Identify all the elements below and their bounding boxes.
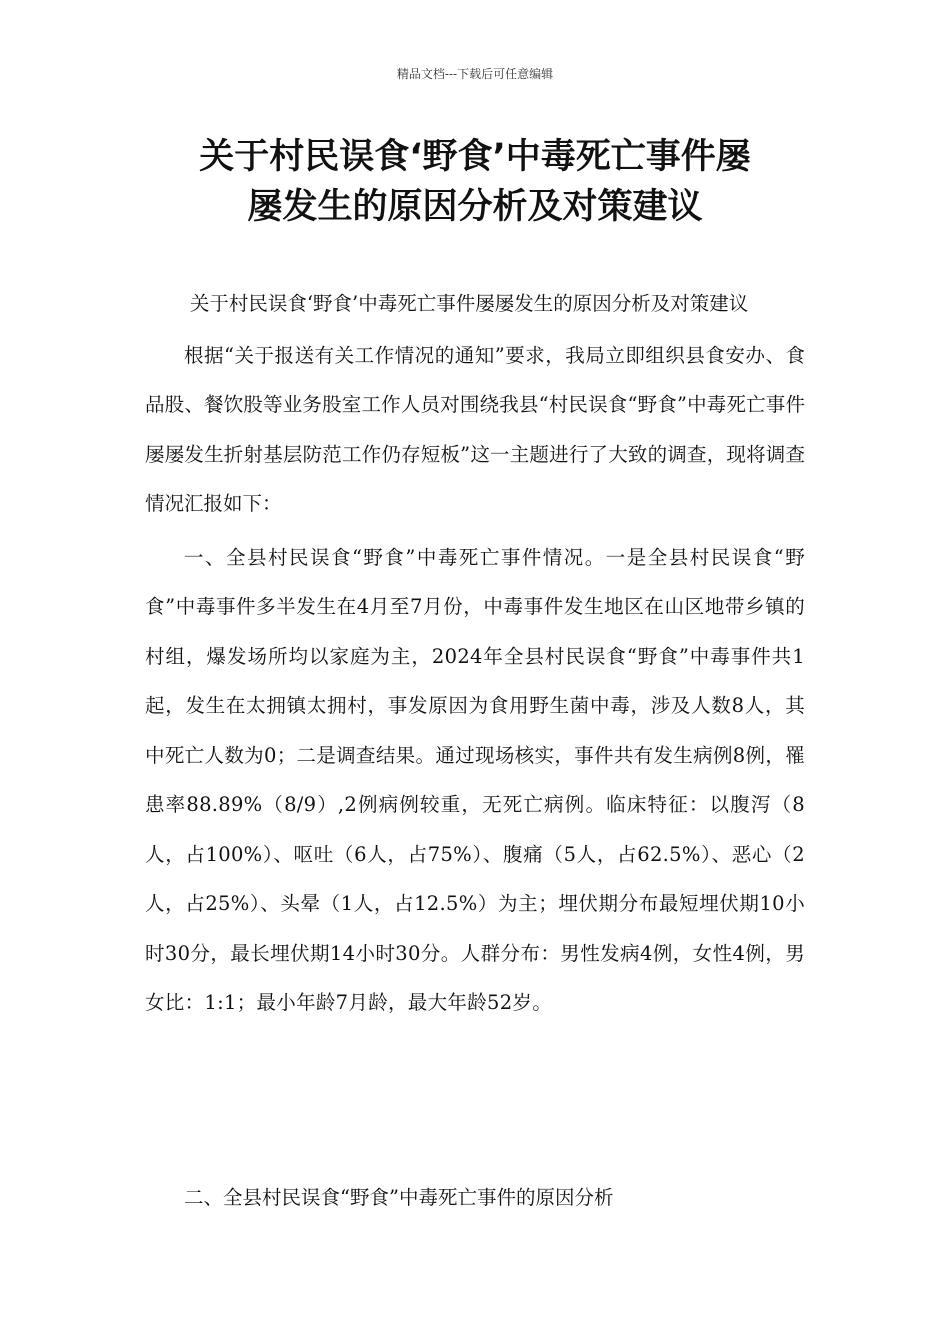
subtitle-paragraph: 关于村民误食‘野食’中毒死亡事件屡屡发生的原因分析及对策建议	[189, 292, 749, 315]
document-title	[120, 132, 830, 232]
document-body	[145, 279, 805, 1028]
page-header: 精品文档---下载后可任意编辑	[396, 67, 554, 81]
section-one-paragraph: 一、全县村民误食“野食”中毒死亡事件情况。一是全县村民误食“野食”中毒事件多半发生在4月至7月份，中毒事件发生地区在山区地带乡镇的村组，爆发场所均以家庭为主，2024年全县村民误食“野食”中毒事件共1起，发生在太拥镇太拥村，事发原因为食用野生菌中毒，涉及人数8人，其中死亡人数为0；二是调查结果。通过现场核实，事件共有发生病例8例，罹患率88.89%（8/9）,2例病例较重，无死亡病例。临床特征：以腹泻（8人，占100%）、呕吐（6人，占75%）、腹痛（5人，占62.5%）、恶心（2人，占25%）、头晕（1人，占12.5%）为主；埋伏期分布最短埋伏期10小时30分，最长埋伏期14小时30分。人群分布：男性发病4例，女性4例，男女比：1:1；最小年龄7月龄，最大年龄52岁。	[145, 545, 805, 1014]
intro-paragraph: 根据“关于报送有关工作情况的通知”要求，我局立即组织县食安办、食品股、餐饮股等业务股室工作人员对围绕我县“村民误食“野食”中毒死亡事件屡屡发生折射基层防范工作仍存短板”这一主题进行了大致的调查，现将调查情况汇报如下：	[145, 343, 805, 515]
document-title-line-1: 关于村民误食‘野食’中毒死亡事件屡	[199, 137, 751, 177]
section-two-heading: 二、全县村民误食“野食”中毒死亡事件的原因分析	[184, 1186, 614, 1209]
document-title-line-2: 屡发生的原因分析及对策建议	[247, 187, 703, 227]
